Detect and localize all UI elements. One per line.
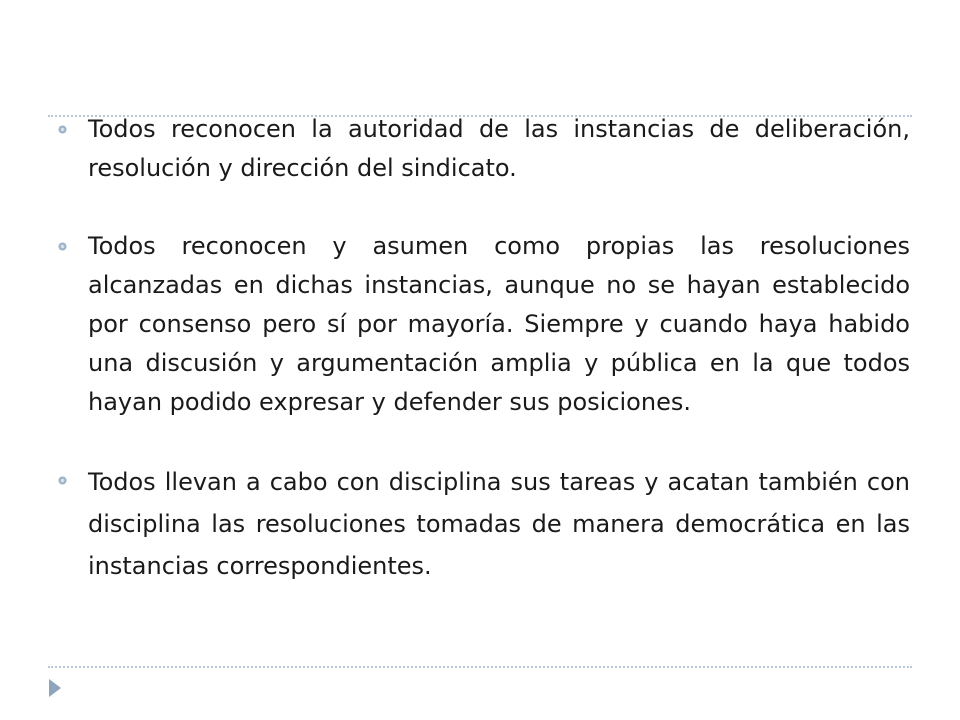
diamond-bullet-icon <box>58 476 67 485</box>
bullet-item <box>52 227 910 422</box>
bullet-text: Todos reconocen la autoridad de las instancias de deliberación, resolución y dirección del sindicato. <box>88 115 910 182</box>
bullet-item <box>52 110 910 188</box>
diamond-bullet-icon <box>58 242 67 251</box>
bullet-list <box>52 110 910 587</box>
bullet-text: Todos llevan a cabo con disciplina sus tareas y acatan también con disciplina las resoluciones tomadas de manera democrática en las instancias correspondientes. <box>88 468 910 580</box>
bottom-dotted-divider <box>48 666 912 668</box>
bullet-text: Todos reconocen y asumen como propias las resoluciones alcanzadas en dichas instancias, aunque no se hayan establecido por consenso pero sí por mayoría. Siempre y cuando haya habido una discusión y argumentación amplia y pública en la que todos hayan podido expresar y defender sus posiciones. <box>88 232 910 416</box>
diamond-bullet-icon <box>58 125 67 134</box>
bullet-item <box>52 461 910 587</box>
triangle-right-icon[interactable] <box>48 678 62 698</box>
